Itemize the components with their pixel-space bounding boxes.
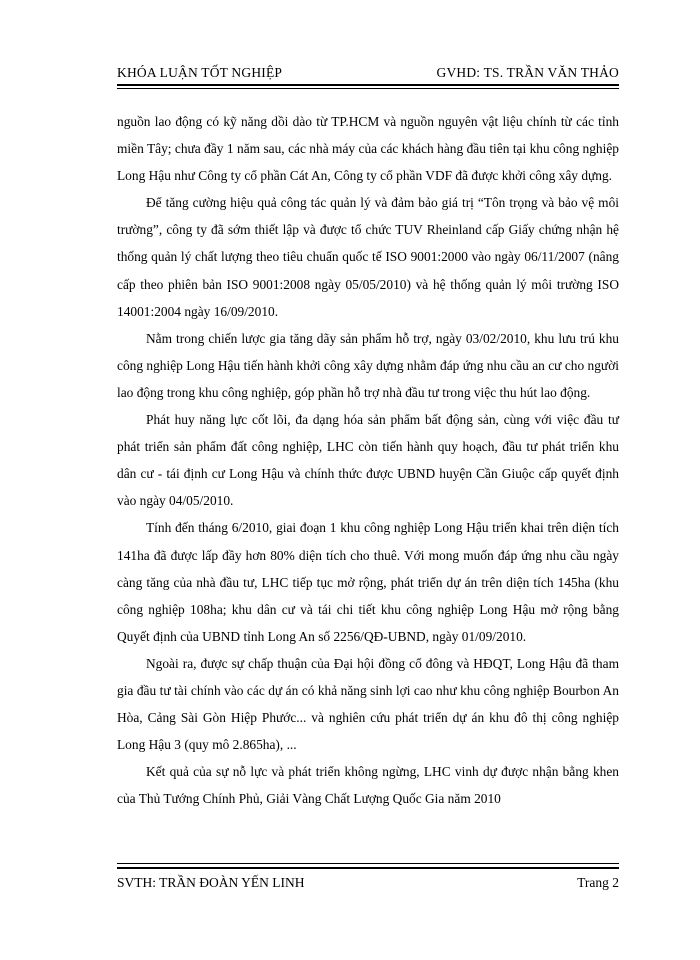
footer-rule-thin — [117, 863, 619, 864]
page-number: Trang 2 — [577, 875, 619, 890]
paragraph: Nằm trong chiến lược gia tăng dãy sản phẩm hỗ trợ, ngày 03/02/2010, khu lưu trú khu công nghiệp Long Hậu tiến hành khởi công xây dựng nhằm đáp ứng nhu cầu an cư cho người lao động trong khu công nghiệp, góp phần hỗ trợ nhà đầu tư trong việc thu hút lao động. — [117, 330, 619, 400]
header-thesis-title: KHÓA LUẬN TỐT NGHIỆP — [117, 65, 283, 80]
page-footer — [117, 875, 619, 897]
header-advisor: GVHD: TS. TRẦN VĂN THẢO — [436, 65, 619, 80]
page-header — [117, 63, 619, 85]
paragraph: Ngoài ra, được sự chấp thuận của Đại hội đồng cổ đông và HĐQT, Long Hậu đã tham gia đầu tư tài chính vào các dự án có khả năng sinh lợi cao như khu công nghiệp Bourbon An Hòa, Cảng Sài Gòn Hiệp Phước... và nghiên cứu phát triển dự án khu đô thị công nghiệp Long Hậu 3 (quy mô 2.865ha), ... — [117, 655, 619, 753]
header-rule-thick — [117, 84, 619, 86]
footer-student: SVTH: TRẦN ĐOÀN YẾN LINH — [117, 875, 305, 890]
paragraph: Phát huy năng lực cốt lõi, đa dạng hóa sản phẩm bất động sản, cùng với việc đầu tư phát triển sản phẩm đất công nghiệp, LHC còn tiến hành quy hoạch, đầu tư phát triển khu dân cư - tái định cư Long Hậu và chính thức được UBND huyện Cần Giuộc cấp quyết định vào ngày 04/05/2010. — [117, 412, 619, 509]
footer-rule-thick — [117, 867, 619, 869]
paragraph: Để tăng cường hiệu quả công tác quản lý và đảm bảo giá trị “Tôn trọng và bảo vệ môi trường”, công ty đã sớm thiết lập và được tổ chức TUV Rheinland cấp Giấy chứng nhận hệ thống quản lý chất lượng theo tiêu chuẩn quốc tế ISO 9001:2000 vào ngày 06/11/2007 (nâng cấp theo phiên bản ISO 9001:2008 ngày 05/05/2010) và hệ thống quản lý môi trường ISO 14001:2004 ngày 16/09/2010. — [117, 195, 619, 319]
header-rule-thin — [117, 88, 619, 89]
body-text — [117, 108, 619, 812]
paragraph: Kết quả của sự nỗ lực và phát triển không ngừng, LHC vinh dự được nhận bằng khen của Thủ Tướng Chính Phủ, Giải Vàng Chất Lượng Quốc Gia năm 2010 — [117, 764, 619, 807]
paragraph: Tính đến tháng 6/2010, giai đoạn 1 khu công nghiệp Long Hậu triển khai trên diện tích 141ha đã được lấp đầy hơn 80% diện tích cho thuê. Với mong muốn đáp ứng nhu cầu ngày càng tăng của nhà đầu tư, LHC tiếp tục mở rộng, phát triển dự án trên diện tích 145ha (khu công nghiệp 108ha; khu dân cư và tái chi tiết khu công nghiệp Long Hậu mở rộng bằng Quyết định của UBND tỉnh Long An số 2256/QĐ-UBND, ngày 01/09/2010. — [117, 520, 619, 644]
paragraph: nguồn lao động có kỹ năng dồi dào từ TP.HCM và nguồn nguyên vật liệu chính từ các tỉnh miền Tây; chưa đầy 1 năm sau, các nhà máy của các khách hàng đầu tiên tại khu công nghiệp Long Hậu như Công ty cổ phần Cát An, Công ty cổ phần VDF đã được khởi công xây dựng. — [117, 114, 619, 184]
